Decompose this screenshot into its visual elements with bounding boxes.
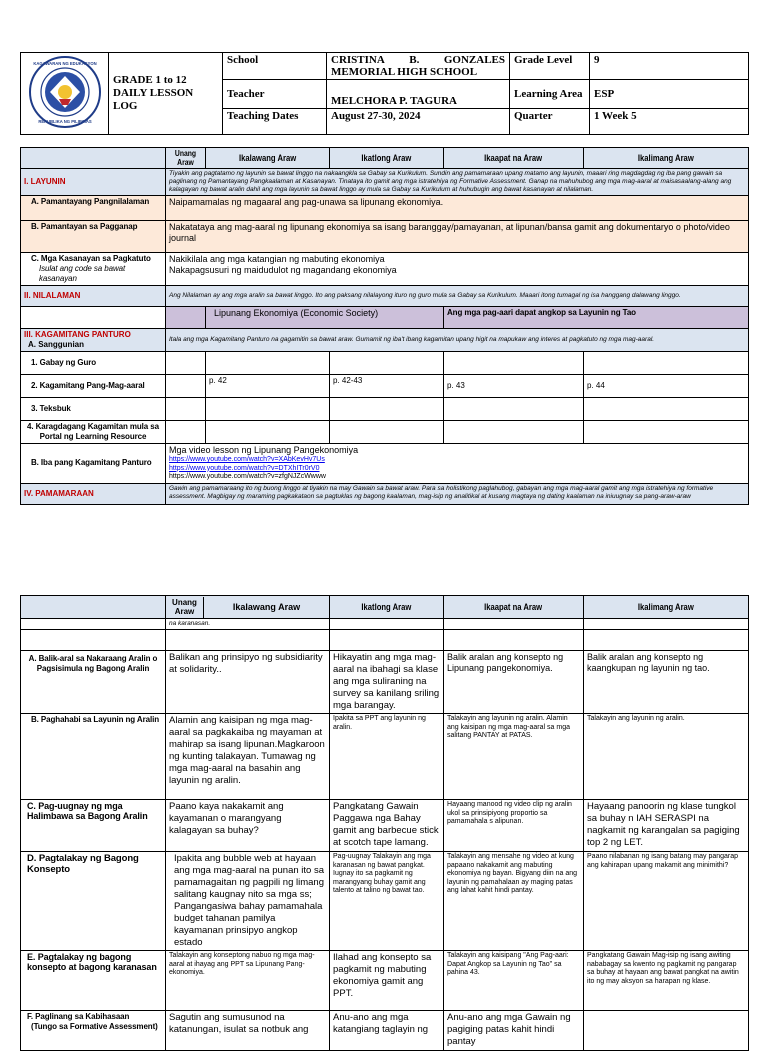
cell: [206, 398, 330, 421]
teacher-value: MELCHORA P. TAGURA: [327, 80, 510, 109]
dll-table-2: [20, 595, 749, 1051]
day-2-b: Ikalawang Araw: [232, 602, 301, 612]
kagamitan-text: Itala ang mga Kagamitang Panturo na gagamitin sa bawat araw. Gumamit ng iba't ibang kagamitan upang higit na mapukaw ang interes at pagkatuto ng mga mag-aaral.: [166, 329, 749, 352]
kasanayan-text: Nakikilala ang mga katangian ng mabuting ekonomiya Nakapagsusuri ng maidudulot ng magandang ekonomiya: [166, 253, 749, 286]
kasanayan-label: C. Mga Kasanayan sa Pagkatuto Isulat ang code sa bawat kasanayan: [21, 253, 166, 286]
pamantayang-pangnilalaman-text: Naipamamalas ng magaaral ang pag-unawa sa lipunang ekonomiya.: [166, 196, 749, 221]
school-value-2: B.: [409, 54, 420, 66]
cell: [330, 421, 444, 444]
karanasan-day-3: Ilahad ang konsepto sa pagkamit ng mabuting ekonomiya gamit ang PPT.: [330, 951, 444, 1011]
balik-aral-day-2: Balikan ang prinsipyo ng subsidiarity at solidarity..: [166, 651, 330, 714]
day-4: Ikaapat na Araw: [444, 148, 584, 169]
layunin-text: Tiyakin ang pagtatamo ng layunin sa bawat linggo na nakaangkla sa Gabay sa Kurikulum. Sundin ang pamamaraan upang matamo ang layunin, maaari ring magdagdag ng iba pang gawain sa paglinang ng Pamantayang Pangkaalaman at Kasanayan. Tinataya ito gamit ang mga istratehiya ng Formative Assessment. Ganap na mahuhubog ang mga mag-aaral at maisasaalang-alang ang kalagayan ng bawat aralin dahil ang mga layunin sa bawat linggo ay mula sa Gabay sa Kurikulum at huhubugin ang bawat kasanayan at nilalaman.: [166, 169, 749, 196]
grade-value: 9: [590, 53, 749, 80]
nilalaman-label: II. NILALAMAN: [21, 286, 166, 307]
gabay-label: 1. Gabay ng Guro: [21, 352, 166, 375]
school-label: School: [223, 53, 327, 80]
teksbuk-label: 3. Teksbuk: [21, 398, 166, 421]
kagamitan-label: III. KAGAMITANG PANTURO A. Sanggunian: [21, 329, 166, 352]
blank-head: [21, 148, 166, 169]
cell: [330, 630, 444, 651]
school-value: [327, 53, 510, 80]
paghahabi-day-2: Alamin ang kaisipan ng mga mag-aaral sa pagkakaiba ng mayaman at mahirap sa isang lipunan.Magkaroon ng kunting talakayan. Tumawag ng mga mag-aaral na basahin ang layunin ng aralin.: [166, 714, 330, 800]
balik-aral-label: A. Balik-aral sa Nakaraang Aralin o Pagsisimula ng Bagong Aralin: [21, 651, 166, 714]
pang-mag-aaral-label: 2. Kagamitang Pang-Mag-aaral: [21, 375, 166, 398]
title-line-3: LOG: [113, 100, 138, 112]
day-4-b: Ikaapat na Araw: [444, 596, 584, 619]
pag-uugnay-day-2: Paano kaya nakakamit ang kayamanan o marangyang kalagayan sa buhay?: [166, 800, 330, 852]
cell: [444, 398, 584, 421]
kabihasaan-day-2: Sagutin ang sumusunod na katanungan, isulat sa notbuk ang: [166, 1011, 330, 1051]
area-label: Learning Area: [510, 80, 590, 109]
pagtalakay-day-5: Paano nilabanan ng isang batang may pangarap ang kahirapan upang makamit ang minimithi?: [584, 852, 749, 951]
cell: [166, 352, 206, 375]
iba-pang-kagamitan-label: B. Iba pang Kagamitang Panturo: [21, 444, 166, 484]
day-3-b: Ikatlong Araw: [330, 596, 444, 619]
balik-aral-day-3: Hikayatin ang mga mag-aaral na ibahagi sa klase ang mga suliraning na survey sa kanilang sriling mga barangay.: [330, 651, 444, 714]
karanasan-day-2: Talakayin ang konseptong nabuo ng mga mag-aaral at ihayag ang PPT sa Lipunang Pang-ekonomiya.: [166, 951, 330, 1011]
pagtalakay-day-4: Talakayin ang mensahe ng video at kung papaano nakakamit ang mabuting ekonomiya ng bayan. Bigyang diin na ang layunin ng pamahalaan ay maging patas ang lahat kahit hindi pantay.: [444, 852, 584, 951]
page-day-4: p. 43: [444, 375, 584, 398]
cell: [584, 352, 749, 375]
school-value-1: CRISTINA: [331, 54, 385, 66]
cell: [166, 630, 330, 651]
kabihasaan-day-4: Anu-ano ang mga Gawain ng pagiging patas kahit hindi pantay: [444, 1011, 584, 1051]
cell: [444, 421, 584, 444]
cell: [330, 619, 444, 630]
pagtalakay-day-2: Ipakita ang bubble web at hayaan ang mga mag-aaral na punan ito sa pamamagaitan ng pagpili ng limang salitang kaugnay nito sa mga ss; Pangangasiwa bahay pamamahala budget tahanan pamilya kayamanan prinsipyo angkop estado: [166, 852, 330, 951]
karanasan-day-5: Pangkatang Gawain Mag-isip ng isang awiting nababagay sa kwento ng pagkamit ng pangarap sa buhay at hayaan ang bawat pangkat na awitin ito ng may aksyon sa harapan ng klase.: [584, 951, 749, 1011]
page-day-5: p. 44: [584, 375, 749, 398]
day-5-b: Ikalimang Araw: [584, 596, 749, 619]
cell: [584, 421, 749, 444]
cell: [444, 352, 584, 375]
lr-portal-label: 4. Karagdagang Kagamitan mula sa Portal ng Learning Resource: [21, 421, 166, 444]
teacher-label: Teacher: [223, 80, 327, 109]
video-link-1[interactable]: https://www.youtube.com/watch?v=XAbKevHv7Us: [169, 456, 325, 463]
paghahabi-day-3: Ipakita sa PPT ang layunin ng aralin.: [330, 714, 444, 800]
pagtalakay-bagong-karanasan-label: E. Pagtalakay ng bagong konsepto at bagong karanasan: [21, 951, 166, 1011]
pamantayan-sa-pagganap-label: B. Pamantayan sa Pagganap: [21, 221, 166, 253]
topic-blank: [21, 307, 166, 329]
day-header-row: [21, 148, 749, 169]
pagtalakay-bagong-konsepto-label: D. Pagtalakay ng Bagong Konsepto: [21, 852, 166, 951]
karanasan-text: na karanasan.: [166, 619, 330, 630]
cell: [444, 630, 584, 651]
paghahabi-day-5: Talakayin ang layunin ng aralin.: [584, 714, 749, 800]
pamamaraan-label: IV. PAMAMARAAN: [21, 483, 166, 504]
sanggunian-label: A. Sanggunian: [28, 340, 84, 349]
cell: [206, 352, 330, 375]
deped-seal-logo: [28, 55, 102, 129]
kasanayan-sublabel: Isulat ang code sa bawat kasanayan: [39, 264, 126, 283]
cell: [166, 375, 206, 398]
header-table: [20, 52, 749, 135]
pag-uugnay-day-4: Hayaang manood ng video clip ng aralin ukol sa prinsipiyong proportio sa pamamahala s alipunan.: [444, 800, 584, 852]
video-lessons-text: Mga video lesson ng Lipunang Pangekonomiya: [169, 445, 359, 455]
quarter-value: 1 Week 5: [590, 109, 749, 135]
iba-pang-kagamitan-cell: [166, 444, 749, 484]
title-line-1: GRADE 1 to 12: [113, 74, 187, 86]
pagtalakay-day-3: Pag-uugnay Talakayin ang mga karanasan ng bawat pangkat. Iugnay ito sa pagkamit ng marangyang buhay gamit ang talento at talino ng bawat tao.: [330, 852, 444, 951]
cell: [206, 421, 330, 444]
day-2: Ikalawang Araw: [206, 148, 330, 169]
page-day-3: p. 42-43: [330, 375, 444, 398]
cell: [584, 398, 749, 421]
day-5: Ikalimang Araw: [584, 148, 749, 169]
kabihasaan-sublabel: (Tungo sa Formative Assessment): [31, 1022, 158, 1031]
day-1-and-2-head: [166, 596, 330, 619]
dates-value: August 27-30, 2024: [327, 109, 510, 135]
pag-uugnay-label: C. Pag-uugnay ng mga Halimbawa sa Bagong Aralin: [21, 800, 166, 852]
paghahabi-label: B. Paghahabi sa Layunin ng Aralin: [21, 714, 166, 800]
pamantayang-pangnilalaman-label: A. Pamantayang Pangnilalaman: [21, 196, 166, 221]
video-link-2[interactable]: https://www.youtube.com/watch?v=DTXhITr0rV0: [169, 464, 320, 472]
area-value: ESP: [590, 80, 749, 109]
kabihasaan-label: F. Paglinang sa Kabihasaan (Tungo sa Formative Assessment): [21, 1011, 166, 1051]
blank-head-2: [21, 596, 166, 619]
pamantayan-sa-pagganap-text: Nakatataya ang mag-aaral ng lipunang ekonomiya sa isang baranggay/pamayanan, at lipunan/bansa gamit ang dokumentaryo o photo/video journal: [166, 221, 749, 253]
topic-day-1: [166, 307, 206, 329]
topic-1: Lipunang Ekonomiya (Economic Society): [206, 307, 444, 329]
quarter-label: Quarter: [510, 109, 590, 135]
topic-2: Ang mga pag-aari dapat angkop sa Layunin ng Tao: [444, 307, 749, 329]
page-day-2: p. 42: [206, 375, 330, 398]
pamamaraan-text: Gawin ang pamamaraang ito ng buong linggo at tiyakin na may Gawain sa bawat araw. Para sa holistikong paglahubog, gabayan ang mga mag-aaral gamit ang mga istratehiya ng formative assessment. Magbigay ng maraming pagkakataon sa pagtuklas ng bagong kaalaman, mag-isip ng analitikal at kusang magtaya ng dating kaalaman na iniuugnay sa pang-araw-araw: [166, 483, 749, 504]
karanasan-day-4: Talakayin ang kaisipang "Ang Pag-aari: Dapat Angkop sa Layunin ng Tao" sa pahina 43.: [444, 951, 584, 1011]
cell: [166, 421, 206, 444]
grade-label: Grade Level: [510, 53, 590, 80]
day-3: Ikatlong Araw: [330, 148, 444, 169]
school-value-3: GONZALES: [443, 54, 505, 66]
dll-title: [109, 53, 223, 135]
cell: [584, 630, 749, 651]
kabihasaan-day-3: Anu-ano ang mga katangiang taglayin ng: [330, 1011, 444, 1051]
day-1-b: Unang Araw: [166, 597, 204, 618]
pag-uugnay-day-3: Pangkatang Gawain Paggawa nga Bahay gamit ang barbecue stick at scotch tape lamang.: [330, 800, 444, 852]
day-1: Unang Araw: [166, 148, 206, 169]
school-value-line2: MEMORIAL HIGH SCHOOL: [331, 66, 478, 78]
cell: [584, 619, 749, 630]
title-line-2: DAILY LESSON: [113, 87, 194, 99]
cell: [330, 352, 444, 375]
cell: [444, 619, 584, 630]
nilalaman-text: Ang Nilalaman ay ang mga aralin sa bawat linggo. Ito ang paksang nilalayong ituro ng guro mula sa Gabay sa Kurikulum. Maaari itong tumagal ng isa hanggang dalawang linggo.: [166, 286, 749, 307]
balik-aral-day-5: Balik aralan ang konsepto ng kaangkupan ng layunin ng tao.: [584, 651, 749, 714]
balik-aral-day-4: Balik aralan ang konsepto ng Lipunang pangekonomiya.: [444, 651, 584, 714]
cell: [21, 619, 166, 630]
pag-uugnay-day-5: Hayaang panoorin ng klase tungkol sa buhay n IAH SERASPI na nagkamit ng karangalan sa pagiging top 2 ng LET.: [584, 800, 749, 852]
seal-top-text: KAGAWARAN NG EDUKASYON: [32, 61, 97, 66]
kabihasaan-day-5: [584, 1011, 749, 1051]
layunin-label: I. LAYUNIN: [21, 169, 166, 196]
paghahabi-day-4: Talakayin ang layunin ng aralin. Alamin ang kaisipan ng mga mag-aaral sa mga salitang PANTAY at PATAS.: [444, 714, 584, 800]
video-link-3[interactable]: https://www.youtube.com/watch?v=zfgNJZcWwww: [169, 473, 326, 480]
day-header-row-2: [21, 596, 749, 619]
cell: [166, 398, 206, 421]
dates-label: Teaching Dates: [223, 109, 327, 135]
dll-table-1: [20, 147, 749, 505]
deped-seal-cell: [21, 53, 109, 135]
cell: [21, 630, 166, 651]
seal-bottom-text: REPUBLIKA NG PILIPINAS: [37, 119, 92, 124]
cell: [330, 398, 444, 421]
